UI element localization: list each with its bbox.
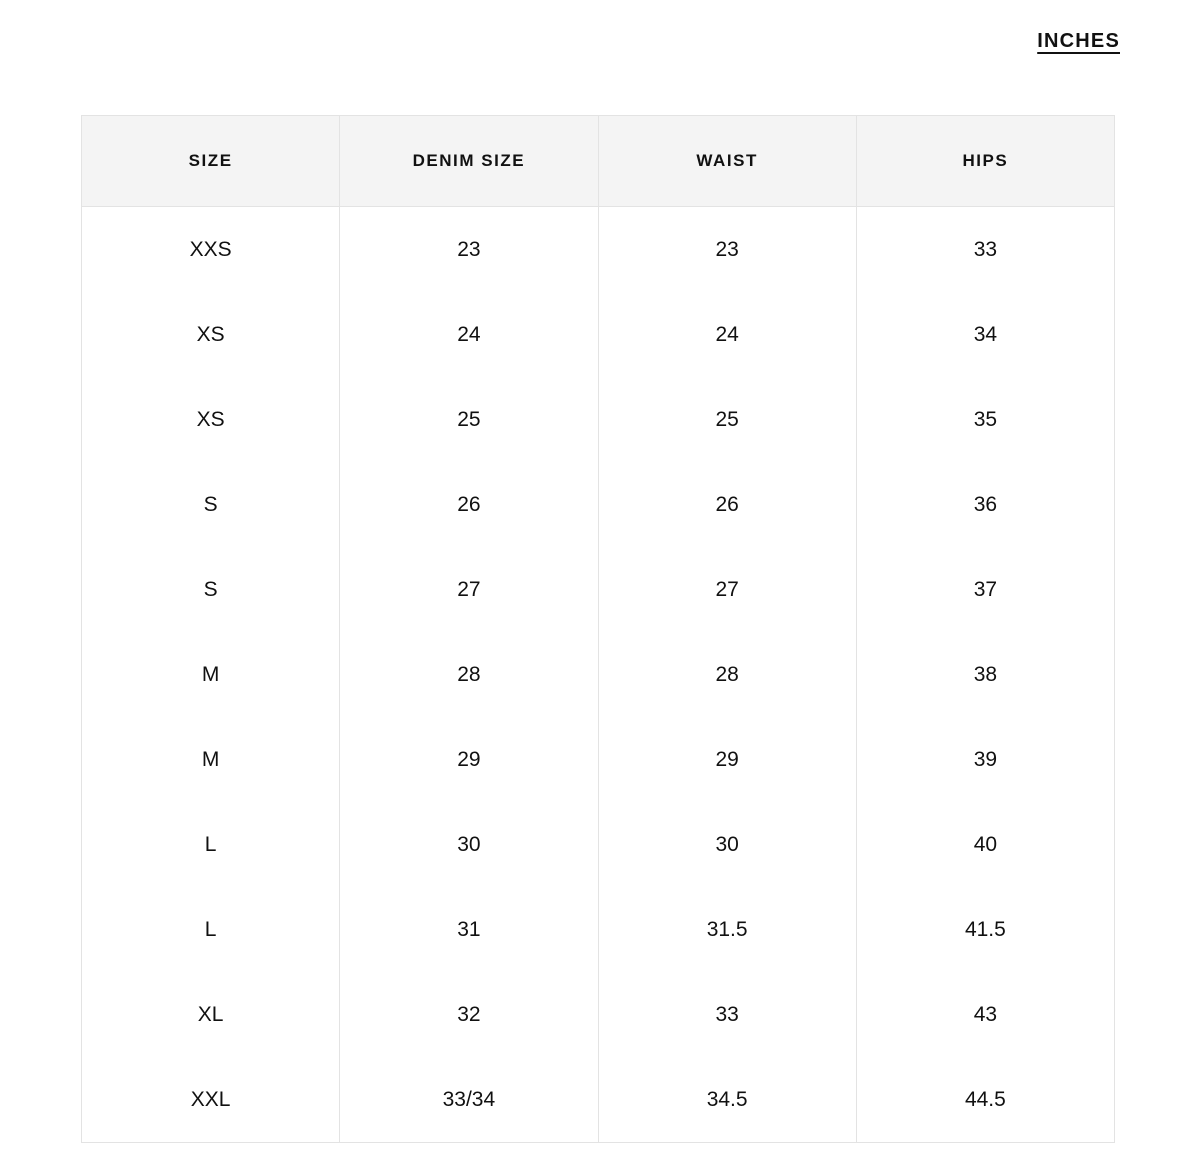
cell-hips: 33	[856, 207, 1114, 293]
cell-hips: 41.5	[856, 887, 1114, 972]
table-header	[82, 116, 1115, 207]
table-row	[82, 547, 1115, 632]
cell-waist: 24	[598, 292, 856, 377]
table-body	[82, 207, 1115, 1143]
cell-waist: 27	[598, 547, 856, 632]
cell-denim-size: 26	[340, 462, 598, 547]
cell-hips: 43	[856, 972, 1114, 1057]
cell-hips: 44.5	[856, 1057, 1114, 1143]
cell-waist: 31.5	[598, 887, 856, 972]
cell-denim-size: 27	[340, 547, 598, 632]
table-row	[82, 802, 1115, 887]
cell-waist: 30	[598, 802, 856, 887]
table-row	[82, 1057, 1115, 1143]
cell-hips: 39	[856, 717, 1114, 802]
table-row	[82, 292, 1115, 377]
cell-denim-size: 29	[340, 717, 598, 802]
cell-denim-size: 33/34	[340, 1057, 598, 1143]
cell-waist: 34.5	[598, 1057, 856, 1143]
cell-size: XXS	[82, 207, 340, 293]
cell-denim-size: 31	[340, 887, 598, 972]
cell-size: M	[82, 632, 340, 717]
size-chart-table	[81, 115, 1115, 1143]
cell-size: XS	[82, 377, 340, 462]
column-header-waist: WAIST	[598, 116, 856, 207]
table-row	[82, 972, 1115, 1057]
cell-size: XS	[82, 292, 340, 377]
size-chart-table-wrapper	[81, 115, 1115, 1143]
cell-waist: 29	[598, 717, 856, 802]
table-row	[82, 377, 1115, 462]
cell-size: L	[82, 887, 340, 972]
table-row	[82, 462, 1115, 547]
cell-hips: 36	[856, 462, 1114, 547]
table-row	[82, 717, 1115, 802]
cell-size: S	[82, 462, 340, 547]
unit-toggle-inches[interactable]: INCHES	[1037, 30, 1120, 52]
cell-denim-size: 24	[340, 292, 598, 377]
cell-hips: 35	[856, 377, 1114, 462]
cell-hips: 34	[856, 292, 1114, 377]
cell-size: L	[82, 802, 340, 887]
column-header-denim-size: DENIM SIZE	[340, 116, 598, 207]
table-row	[82, 207, 1115, 293]
cell-hips: 37	[856, 547, 1114, 632]
cell-denim-size: 30	[340, 802, 598, 887]
unit-toggle-row	[1037, 30, 1120, 53]
cell-waist: 33	[598, 972, 856, 1057]
cell-hips: 40	[856, 802, 1114, 887]
cell-denim-size: 23	[340, 207, 598, 293]
table-header-row	[82, 116, 1115, 207]
cell-denim-size: 25	[340, 377, 598, 462]
table-row	[82, 632, 1115, 717]
cell-hips: 38	[856, 632, 1114, 717]
cell-denim-size: 28	[340, 632, 598, 717]
table-row	[82, 887, 1115, 972]
cell-size: S	[82, 547, 340, 632]
cell-waist: 26	[598, 462, 856, 547]
column-header-size: SIZE	[82, 116, 340, 207]
cell-waist: 25	[598, 377, 856, 462]
column-header-hips: HIPS	[856, 116, 1114, 207]
cell-size: XL	[82, 972, 340, 1057]
cell-size: XXL	[82, 1057, 340, 1143]
cell-waist: 28	[598, 632, 856, 717]
cell-waist: 23	[598, 207, 856, 293]
cell-denim-size: 32	[340, 972, 598, 1057]
cell-size: M	[82, 717, 340, 802]
